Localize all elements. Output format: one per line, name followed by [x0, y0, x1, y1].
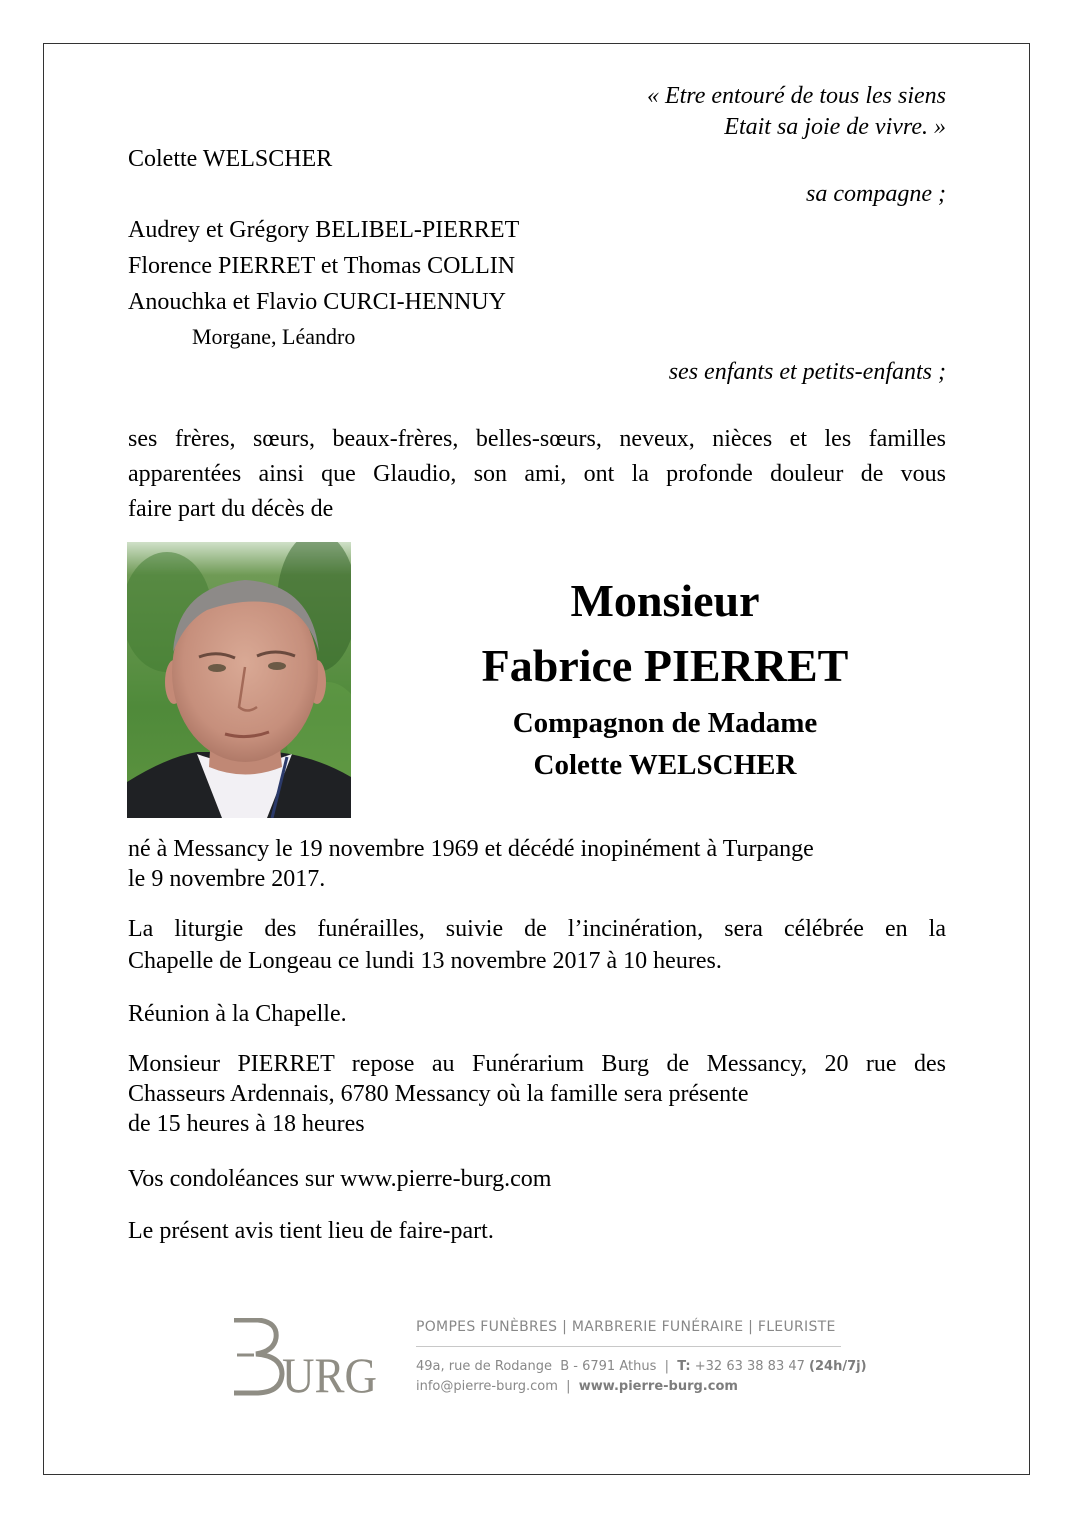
companion-role: sa compagne ;: [806, 181, 946, 207]
svg-text:URG: URG: [282, 1347, 377, 1396]
quote-line-1: « Etre entouré de tous les siens: [646, 83, 946, 109]
deceased-photo: [127, 542, 351, 818]
birth-death-line: le 9 novembre 2017.: [128, 866, 326, 892]
paragraph-line: faire part du décès de: [128, 496, 334, 522]
family-paragraph: [128, 422, 946, 527]
quote-line-2: Etait sa joie de vivre. »: [724, 114, 946, 140]
birth-death-line: né à Messancy le 19 novembre 1969 et décédé inopinément à Turpange: [128, 836, 814, 862]
liturgy-paragraph: [128, 913, 946, 977]
footer-website[interactable]: www.pierre-burg.com: [578, 1379, 738, 1394]
paragraph-line: apparentées ainsi que Glaudio, son ami, ont la profonde douleur de vous: [128, 461, 946, 487]
burg-logo: [232, 1318, 382, 1396]
grandchildren: Morgane, Léandro: [192, 324, 356, 349]
notice-text: Le présent avis tient lieu de faire-part.: [128, 1218, 494, 1244]
footer-hours: (24h/7j): [809, 1359, 867, 1374]
footer-email[interactable]: info@pierre-burg.com |: [416, 1379, 579, 1394]
deceased-name: Fabrice PIERRET: [481, 640, 849, 691]
deceased-title: Monsieur: [570, 575, 760, 626]
footer-services: POMPES FUNÈBRES | MARBRERIE FUNÉRAIRE | FLEURISTE: [416, 1319, 836, 1335]
footer-phone[interactable]: +32 63 38 83 47: [690, 1359, 810, 1374]
child-line: Audrey et Grégory BELIBEL-PIERRET: [128, 217, 520, 243]
phone-label: T:: [677, 1359, 691, 1374]
paragraph-line: Chapelle de Longeau ce lundi 13 novembre 2017 à 10 heures.: [128, 948, 722, 974]
child-line: Anouchka et Flavio CURCI-HENNUY: [128, 289, 506, 315]
companion-name: Colette WELSCHER: [128, 146, 333, 172]
paragraph-line: Monsieur PIERRET repose au Funérarium Burg de Messancy, 20 rue des: [128, 1051, 946, 1077]
footer-web-line: [416, 1379, 738, 1394]
paragraph-line: Chasseurs Ardennais, 6780 Messancy où la famille sera présente: [128, 1081, 749, 1107]
paragraph-line: de 15 heures à 18 heures: [128, 1111, 365, 1137]
paragraph-line: ses frères, sœurs, beaux-frères, belles-sœurs, neveux, nièces et les familles: [128, 426, 946, 452]
condolences-text: Vos condoléances sur www.pierre-burg.com: [128, 1166, 552, 1192]
footer-contact-line: [416, 1359, 867, 1374]
deceased-subtitle-2: Colette WELSCHER: [533, 749, 797, 781]
footer-divider: [416, 1346, 841, 1347]
child-line: Florence PIERRET et Thomas COLLIN: [128, 253, 516, 279]
footer-address: 49a, rue de Rodange B - 6791 Athus |: [416, 1359, 678, 1374]
reunion-text: Réunion à la Chapelle.: [128, 1001, 347, 1027]
deceased-subtitle-1: Compagnon de Madame: [512, 707, 818, 739]
children-role: ses enfants et petits-enfants ;: [668, 359, 946, 385]
paragraph-line: La liturgie des funérailles, suivie de l’incinération, sera célébrée en la: [128, 916, 946, 942]
rest-paragraph: [128, 1049, 946, 1139]
